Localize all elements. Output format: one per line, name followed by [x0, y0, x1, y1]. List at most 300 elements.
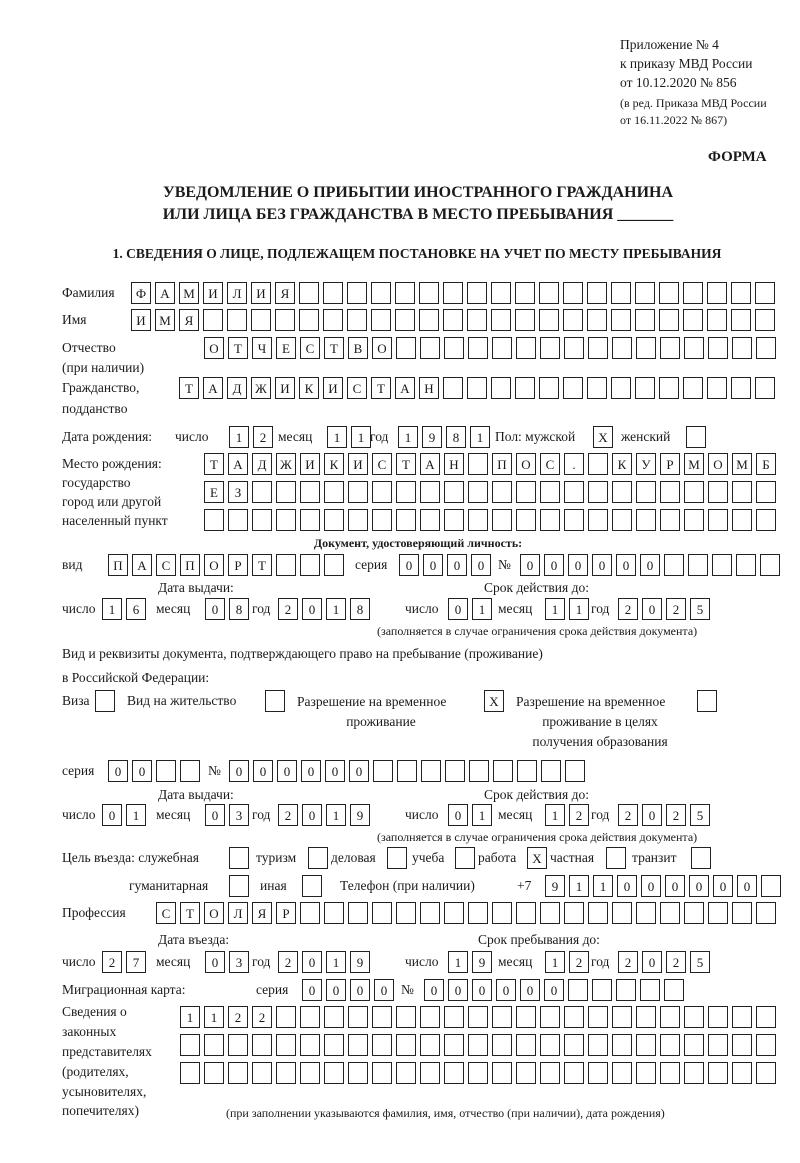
char-cell[interactable]: 7: [126, 951, 146, 973]
char-cell[interactable]: [684, 481, 704, 503]
phone-cells[interactable]: [545, 875, 785, 897]
char-cell[interactable]: 0: [302, 979, 322, 1001]
char-cell[interactable]: 1: [326, 598, 346, 620]
char-cell[interactable]: 2: [278, 804, 298, 826]
purpose-tourism-checkbox[interactable]: [308, 847, 332, 869]
char-cell[interactable]: [635, 377, 655, 399]
char-cell[interactable]: [396, 509, 416, 531]
char-cell[interactable]: [468, 337, 488, 359]
char-cell[interactable]: Т: [396, 453, 416, 475]
char-cell[interactable]: О: [516, 453, 536, 475]
char-cell[interactable]: [300, 554, 320, 576]
char-cell[interactable]: Я: [252, 902, 272, 924]
checkbox-cell[interactable]: [387, 847, 407, 869]
char-cell[interactable]: 0: [277, 760, 297, 782]
char-cell[interactable]: [491, 377, 511, 399]
char-cell[interactable]: [204, 509, 224, 531]
char-cell[interactable]: 9: [472, 951, 492, 973]
char-cell[interactable]: [348, 1034, 368, 1056]
char-cell[interactable]: [732, 481, 752, 503]
purpose-service-checkbox[interactable]: [229, 847, 253, 869]
char-cell[interactable]: 0: [423, 554, 443, 576]
char-cell[interactable]: 2: [666, 804, 686, 826]
char-cell[interactable]: [300, 509, 320, 531]
checkbox-cell[interactable]: [95, 690, 115, 712]
char-cell[interactable]: [588, 481, 608, 503]
char-cell[interactable]: [707, 377, 727, 399]
char-cell[interactable]: О: [372, 337, 392, 359]
char-cell[interactable]: 2: [569, 804, 589, 826]
sex-male-checkbox[interactable]: [593, 426, 617, 448]
char-cell[interactable]: [324, 902, 344, 924]
char-cell[interactable]: А: [228, 453, 248, 475]
purpose-transit-checkbox[interactable]: [691, 847, 715, 869]
valid-day-cells[interactable]: [448, 598, 496, 620]
char-cell[interactable]: [611, 282, 631, 304]
char-cell[interactable]: 0: [641, 875, 661, 897]
char-cell[interactable]: 0: [108, 760, 128, 782]
char-cell[interactable]: 0: [689, 875, 709, 897]
representatives-cells[interactable]: [180, 1034, 780, 1056]
char-cell[interactable]: Л: [228, 902, 248, 924]
char-cell[interactable]: [443, 377, 463, 399]
valid-month-cells[interactable]: [545, 598, 593, 620]
char-cell[interactable]: [324, 554, 344, 576]
char-cell[interactable]: М: [684, 453, 704, 475]
char-cell[interactable]: [640, 979, 660, 1001]
checkbox-cell[interactable]: X: [593, 426, 613, 448]
char-cell[interactable]: 0: [448, 804, 468, 826]
birth-day-cells[interactable]: [229, 426, 277, 448]
char-cell[interactable]: [396, 337, 416, 359]
char-cell[interactable]: Л: [227, 282, 247, 304]
char-cell[interactable]: А: [420, 453, 440, 475]
char-cell[interactable]: [588, 1062, 608, 1084]
char-cell[interactable]: 1: [102, 598, 122, 620]
char-cell[interactable]: М: [179, 282, 199, 304]
char-cell[interactable]: [180, 1034, 200, 1056]
char-cell[interactable]: В: [348, 337, 368, 359]
char-cell[interactable]: [300, 1062, 320, 1084]
char-cell[interactable]: [468, 1006, 488, 1028]
char-cell[interactable]: М: [155, 309, 175, 331]
char-cell[interactable]: .: [564, 453, 584, 475]
char-cell[interactable]: Я: [275, 282, 295, 304]
stay-issue-month-cells[interactable]: [205, 804, 253, 826]
char-cell[interactable]: [516, 902, 536, 924]
char-cell[interactable]: 1: [545, 598, 565, 620]
char-cell[interactable]: [180, 1062, 200, 1084]
char-cell[interactable]: [467, 309, 487, 331]
stay-issue-day-cells[interactable]: [102, 804, 150, 826]
char-cell[interactable]: 0: [205, 598, 225, 620]
char-cell[interactable]: 2: [228, 1006, 248, 1028]
checkbox-cell[interactable]: [697, 690, 717, 712]
profession-cells[interactable]: [156, 902, 780, 924]
char-cell[interactable]: 1: [545, 804, 565, 826]
stay-series-cells[interactable]: [108, 760, 204, 782]
char-cell[interactable]: [420, 509, 440, 531]
char-cell[interactable]: Т: [371, 377, 391, 399]
char-cell[interactable]: А: [203, 377, 223, 399]
char-cell[interactable]: [324, 1006, 344, 1028]
char-cell[interactable]: [612, 509, 632, 531]
char-cell[interactable]: [348, 481, 368, 503]
char-cell[interactable]: Т: [228, 337, 248, 359]
char-cell[interactable]: 0: [325, 760, 345, 782]
char-cell[interactable]: 0: [737, 875, 757, 897]
char-cell[interactable]: [612, 1006, 632, 1028]
char-cell[interactable]: [636, 1006, 656, 1028]
char-cell[interactable]: [516, 481, 536, 503]
char-cell[interactable]: [468, 509, 488, 531]
purpose-private-checkbox[interactable]: [606, 847, 630, 869]
char-cell[interactable]: [708, 1006, 728, 1028]
char-cell[interactable]: Ж: [276, 453, 296, 475]
stay-valid-year-cells[interactable]: [618, 804, 714, 826]
char-cell[interactable]: [515, 282, 535, 304]
stay-valid-month-cells[interactable]: [545, 804, 593, 826]
char-cell[interactable]: К: [299, 377, 319, 399]
char-cell[interactable]: [348, 509, 368, 531]
char-cell[interactable]: 0: [205, 951, 225, 973]
char-cell[interactable]: [276, 481, 296, 503]
char-cell[interactable]: 2: [618, 598, 638, 620]
char-cell[interactable]: 0: [424, 979, 444, 1001]
char-cell[interactable]: 0: [544, 554, 564, 576]
char-cell[interactable]: 0: [447, 554, 467, 576]
birthplace-cells[interactable]: [204, 453, 780, 475]
char-cell[interactable]: [444, 509, 464, 531]
char-cell[interactable]: [659, 282, 679, 304]
char-cell[interactable]: 0: [472, 979, 492, 1001]
char-cell[interactable]: [396, 481, 416, 503]
char-cell[interactable]: [517, 760, 537, 782]
char-cell[interactable]: [252, 509, 272, 531]
char-cell[interactable]: 1: [327, 426, 347, 448]
char-cell[interactable]: 5: [690, 804, 710, 826]
char-cell[interactable]: [660, 337, 680, 359]
char-cell[interactable]: [588, 337, 608, 359]
char-cell[interactable]: 0: [302, 804, 322, 826]
char-cell[interactable]: [539, 282, 559, 304]
trp-education-checkbox[interactable]: [697, 690, 721, 712]
char-cell[interactable]: [300, 481, 320, 503]
char-cell[interactable]: [492, 1034, 512, 1056]
char-cell[interactable]: [444, 902, 464, 924]
char-cell[interactable]: [611, 377, 631, 399]
char-cell[interactable]: [467, 282, 487, 304]
char-cell[interactable]: [587, 309, 607, 331]
char-cell[interactable]: 2: [569, 951, 589, 973]
char-cell[interactable]: [348, 902, 368, 924]
char-cell[interactable]: [636, 481, 656, 503]
char-cell[interactable]: [636, 1034, 656, 1056]
char-cell[interactable]: [469, 760, 489, 782]
purpose-humanitarian-checkbox[interactable]: [229, 875, 253, 897]
char-cell[interactable]: [731, 309, 751, 331]
char-cell[interactable]: И: [348, 453, 368, 475]
char-cell[interactable]: [684, 1006, 704, 1028]
char-cell[interactable]: [732, 1006, 752, 1028]
char-cell[interactable]: [587, 377, 607, 399]
char-cell[interactable]: 9: [350, 804, 370, 826]
char-cell[interactable]: [421, 760, 441, 782]
char-cell[interactable]: [371, 309, 391, 331]
char-cell[interactable]: [612, 481, 632, 503]
char-cell[interactable]: И: [275, 377, 295, 399]
char-cell[interactable]: [276, 1006, 296, 1028]
char-cell[interactable]: [564, 902, 584, 924]
char-cell[interactable]: [443, 282, 463, 304]
char-cell[interactable]: И: [131, 309, 151, 331]
char-cell[interactable]: У: [636, 453, 656, 475]
char-cell[interactable]: [300, 1006, 320, 1028]
checkbox-cell[interactable]: X: [527, 847, 547, 869]
char-cell[interactable]: 2: [102, 951, 122, 973]
char-cell[interactable]: [732, 509, 752, 531]
char-cell[interactable]: [444, 1006, 464, 1028]
char-cell[interactable]: [516, 509, 536, 531]
char-cell[interactable]: 0: [713, 875, 733, 897]
char-cell[interactable]: Р: [660, 453, 680, 475]
char-cell[interactable]: [324, 1062, 344, 1084]
char-cell[interactable]: 1: [472, 598, 492, 620]
char-cell[interactable]: 0: [132, 760, 152, 782]
migration-series-cells[interactable]: [302, 979, 398, 1001]
char-cell[interactable]: [347, 309, 367, 331]
char-cell[interactable]: [252, 1034, 272, 1056]
visa-checkbox[interactable]: [95, 690, 119, 712]
char-cell[interactable]: Р: [228, 554, 248, 576]
char-cell[interactable]: [493, 760, 513, 782]
checkbox-cell[interactable]: [606, 847, 626, 869]
char-cell[interactable]: [707, 309, 727, 331]
char-cell[interactable]: [397, 760, 417, 782]
char-cell[interactable]: [515, 377, 535, 399]
char-cell[interactable]: [563, 377, 583, 399]
char-cell[interactable]: [732, 902, 752, 924]
char-cell[interactable]: И: [300, 453, 320, 475]
char-cell[interactable]: [636, 509, 656, 531]
char-cell[interactable]: 0: [642, 598, 662, 620]
char-cell[interactable]: [707, 282, 727, 304]
char-cell[interactable]: Д: [252, 453, 272, 475]
char-cell[interactable]: [659, 377, 679, 399]
char-cell[interactable]: П: [108, 554, 128, 576]
char-cell[interactable]: [372, 481, 392, 503]
sex-female-checkbox[interactable]: [686, 426, 710, 448]
char-cell[interactable]: [636, 902, 656, 924]
char-cell[interactable]: 2: [618, 804, 638, 826]
char-cell[interactable]: Ж: [251, 377, 271, 399]
char-cell[interactable]: 1: [545, 951, 565, 973]
char-cell[interactable]: [204, 1062, 224, 1084]
birthplace-cells[interactable]: [204, 509, 780, 531]
char-cell[interactable]: [564, 1034, 584, 1056]
char-cell[interactable]: С: [156, 554, 176, 576]
char-cell[interactable]: О: [204, 554, 224, 576]
char-cell[interactable]: 2: [252, 1006, 272, 1028]
char-cell[interactable]: 2: [278, 951, 298, 973]
char-cell[interactable]: 1: [126, 804, 146, 826]
char-cell[interactable]: К: [612, 453, 632, 475]
char-cell[interactable]: [420, 1062, 440, 1084]
char-cell[interactable]: [299, 282, 319, 304]
purpose-work-checkbox[interactable]: [527, 847, 551, 869]
char-cell[interactable]: 0: [205, 804, 225, 826]
char-cell[interactable]: 0: [102, 804, 122, 826]
char-cell[interactable]: [420, 902, 440, 924]
char-cell[interactable]: [660, 1062, 680, 1084]
char-cell[interactable]: 3: [229, 951, 249, 973]
char-cell[interactable]: [276, 509, 296, 531]
char-cell[interactable]: Т: [204, 453, 224, 475]
char-cell[interactable]: 0: [544, 979, 564, 1001]
trp-checkbox[interactable]: [484, 690, 508, 712]
entry-month-cells[interactable]: [205, 951, 253, 973]
char-cell[interactable]: [660, 481, 680, 503]
char-cell[interactable]: [372, 1062, 392, 1084]
char-cell[interactable]: [616, 979, 636, 1001]
name-cells[interactable]: [131, 309, 779, 331]
purpose-study-checkbox[interactable]: [455, 847, 479, 869]
char-cell[interactable]: [492, 337, 512, 359]
char-cell[interactable]: [755, 377, 775, 399]
char-cell[interactable]: [563, 309, 583, 331]
entry-year-cells[interactable]: [278, 951, 374, 973]
stay-until-month-cells[interactable]: [545, 951, 593, 973]
char-cell[interactable]: Н: [444, 453, 464, 475]
char-cell[interactable]: [708, 509, 728, 531]
char-cell[interactable]: [659, 309, 679, 331]
char-cell[interactable]: [468, 902, 488, 924]
char-cell[interactable]: К: [324, 453, 344, 475]
char-cell[interactable]: Ф: [131, 282, 151, 304]
char-cell[interactable]: [712, 554, 732, 576]
char-cell[interactable]: [683, 282, 703, 304]
char-cell[interactable]: Д: [227, 377, 247, 399]
char-cell[interactable]: [635, 282, 655, 304]
char-cell[interactable]: [684, 509, 704, 531]
char-cell[interactable]: [755, 309, 775, 331]
char-cell[interactable]: Е: [204, 481, 224, 503]
char-cell[interactable]: Я: [179, 309, 199, 331]
char-cell[interactable]: [516, 1062, 536, 1084]
char-cell[interactable]: [563, 282, 583, 304]
char-cell[interactable]: [252, 481, 272, 503]
char-cell[interactable]: [324, 509, 344, 531]
stay-issue-year-cells[interactable]: [278, 804, 374, 826]
doc-series-cells[interactable]: [399, 554, 495, 576]
char-cell[interactable]: [708, 337, 728, 359]
checkbox-cell[interactable]: [308, 847, 328, 869]
char-cell[interactable]: [708, 1034, 728, 1056]
char-cell[interactable]: [467, 377, 487, 399]
char-cell[interactable]: 0: [617, 875, 637, 897]
char-cell[interactable]: 1: [180, 1006, 200, 1028]
char-cell[interactable]: [443, 309, 463, 331]
char-cell[interactable]: [684, 337, 704, 359]
char-cell[interactable]: [491, 282, 511, 304]
char-cell[interactable]: [684, 902, 704, 924]
char-cell[interactable]: 0: [640, 554, 660, 576]
char-cell[interactable]: 0: [592, 554, 612, 576]
char-cell[interactable]: 2: [666, 951, 686, 973]
char-cell[interactable]: [540, 902, 560, 924]
char-cell[interactable]: [468, 1062, 488, 1084]
char-cell[interactable]: И: [323, 377, 343, 399]
purpose-business-checkbox[interactable]: [387, 847, 411, 869]
char-cell[interactable]: [756, 1006, 776, 1028]
char-cell[interactable]: 8: [446, 426, 466, 448]
char-cell[interactable]: [419, 282, 439, 304]
char-cell[interactable]: [420, 1006, 440, 1028]
issue-year-cells[interactable]: [278, 598, 374, 620]
char-cell[interactable]: [564, 1006, 584, 1028]
char-cell[interactable]: 9: [422, 426, 442, 448]
char-cell[interactable]: 0: [448, 979, 468, 1001]
char-cell[interactable]: Т: [179, 377, 199, 399]
char-cell[interactable]: [540, 1034, 560, 1056]
char-cell[interactable]: А: [395, 377, 415, 399]
stay-number-cells[interactable]: [229, 760, 589, 782]
checkbox-cell[interactable]: X: [484, 690, 504, 712]
char-cell[interactable]: [540, 1006, 560, 1028]
char-cell[interactable]: [761, 875, 781, 897]
char-cell[interactable]: [275, 309, 295, 331]
char-cell[interactable]: [228, 1062, 248, 1084]
char-cell[interactable]: 6: [126, 598, 146, 620]
char-cell[interactable]: 9: [350, 951, 370, 973]
migration-number-cells[interactable]: [424, 979, 688, 1001]
char-cell[interactable]: 1: [448, 951, 468, 973]
char-cell[interactable]: [323, 282, 343, 304]
char-cell[interactable]: 5: [690, 598, 710, 620]
char-cell[interactable]: [372, 1006, 392, 1028]
char-cell[interactable]: 0: [496, 979, 516, 1001]
char-cell[interactable]: [445, 760, 465, 782]
char-cell[interactable]: [664, 554, 684, 576]
char-cell[interactable]: [372, 1034, 392, 1056]
char-cell[interactable]: [492, 1062, 512, 1084]
char-cell[interactable]: 1: [569, 875, 589, 897]
char-cell[interactable]: [228, 509, 248, 531]
char-cell[interactable]: [276, 1034, 296, 1056]
char-cell[interactable]: [371, 282, 391, 304]
citizenship-cells[interactable]: [179, 377, 779, 399]
residence-permit-checkbox[interactable]: [265, 690, 289, 712]
char-cell[interactable]: С: [156, 902, 176, 924]
char-cell[interactable]: 0: [471, 554, 491, 576]
char-cell[interactable]: [587, 282, 607, 304]
char-cell[interactable]: [755, 282, 775, 304]
char-cell[interactable]: О: [204, 902, 224, 924]
char-cell[interactable]: [348, 1006, 368, 1028]
char-cell[interactable]: 0: [302, 951, 322, 973]
char-cell[interactable]: [565, 760, 585, 782]
char-cell[interactable]: 9: [545, 875, 565, 897]
char-cell[interactable]: И: [203, 282, 223, 304]
char-cell[interactable]: [708, 481, 728, 503]
char-cell[interactable]: [468, 453, 488, 475]
char-cell[interactable]: [756, 337, 776, 359]
surname-cells[interactable]: [131, 282, 779, 304]
char-cell[interactable]: [444, 337, 464, 359]
char-cell[interactable]: [683, 309, 703, 331]
char-cell[interactable]: [540, 509, 560, 531]
char-cell[interactable]: [635, 309, 655, 331]
